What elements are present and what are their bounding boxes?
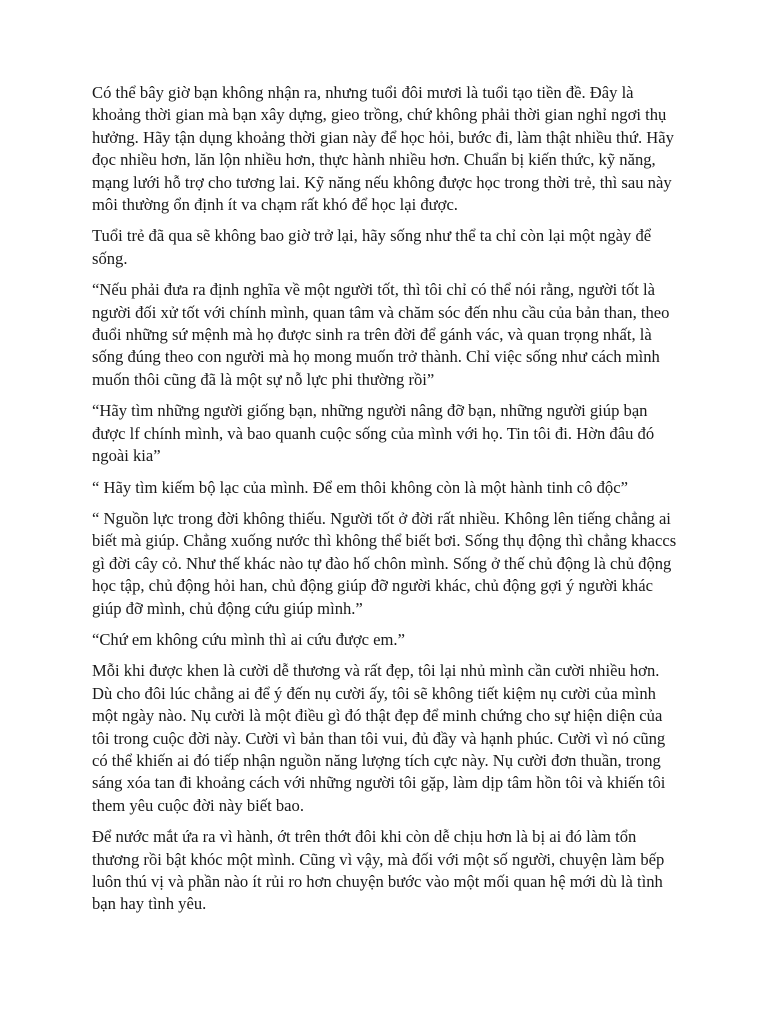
paragraph-4: “Hãy tìm những người giống bạn, những người nâng đỡ bạn, những người giúp bạn được lf chính mình, và bao quanh cuộc sống của mình với họ. Tin tôi đi. Hờn đâu đó ngoài kia”: [92, 401, 655, 466]
paragraph-2: Tuổi trẻ đã qua sẽ không bao giờ trở lại, hãy sống như thể ta chỉ còn lại một ngày để sống.: [92, 226, 652, 268]
paragraph-3: “Nếu phải đưa ra định nghĩa về một người tốt, thì tôi chỉ có thể nói rằng, người tốt là người đối xử tốt với chính mình, quan tâm và chăm sóc đến nhu cầu của bản than, theo đuổi những sứ mệnh mà họ được sinh ra trên đời để gánh vác, và quan trọng nhất, là sống đúng theo con người mà họ mong muốn trở thành. Chỉ việc sống như cách mình muốn thôi cũng đã là một sự nỗ lực phi thường rồi”: [92, 280, 670, 389]
paragraph-6: “ Nguồn lực trong đời không thiếu. Người tốt ở đời rất nhiều. Không lên tiếng chẳng ai biết mà giúp. Chẳng xuống nước thì không thể biết bơi. Sống thụ động thì chẳng khaccs gì đời cây cỏ. Như thế khác nào tự đào hố chôn mình. Sống ở thế chủ động là chủ động học tập, chủ động hỏi han, chủ động giúp đỡ người khác, chủ động gợi ý người khác giúp đỡ mình, chủ động cứu giúp mình.”: [92, 508, 677, 618]
paragraph-7: “Chứ em không cứu mình thì ai cứu được em.”: [92, 629, 405, 649]
paragraph-5: “ Hãy tìm kiếm bộ lạc của mình. Để em thôi không còn là một hành tinh cô độc”: [92, 477, 628, 497]
paragraph-8: Mỗi khi được khen là cười dễ thương và rất đẹp, tôi lại nhủ mình cần cười nhiều hơn. Dù cho đôi lúc chẳng ai để ý đến nụ cười ấy, tôi sẽ không tiết kiệm nụ cười của mình một ngày nào. Nụ cười là một điều gì đó thật đẹp để minh chứng cho sự hiện diện của tôi trong cuộc đời này. Cười vì bản than tôi vui, đủ đầy và hạnh phúc. Cười vì nó cũng có thể khiến ai đó tiếp nhận nguồn năng lượng tích cực này. Nụ cười đơn thuần, trong sáng xóa tan đi khoảng cách với những người tôi gặp, làm dịp tâm hồn tôi và khiến tôi them yêu cuộc đời này biết bao.: [92, 661, 666, 815]
text-body: [92, 82, 682, 925]
paragraph-9: Để nước mắt ứa ra vì hành, ớt trên thớt đôi khi còn dễ chịu hơn là bị ai đó làm tổn thương rồi bật khóc một mình. Cũng vì vậy, mà đối với một số người, chuyện làm bếp luôn thú vị và phần nào ít rủi ro hơn chuyện bước vào một mối quan hệ mới dù là tình bạn hay tình yêu.: [92, 827, 665, 914]
paragraph-1: Có thể bây giờ bạn không nhận ra, nhưng tuổi đôi mươi là tuổi tạo tiền đề. Đây là khoảng thời gian mà bạn xây dựng, gieo trồng, chứ không phải thời gian nghỉ ngơi thụ hưởng. Hãy tận dụng khoảng thời gian này để học hỏi, bước đi, làm thật nhiều thứ. Hãy đọc nhiều hơn, lăn lộn nhiều hơn, thực hành nhiều hơn. Chuẩn bị kiến thức, kỹ năng, mạng lưới hỗ trợ cho tương lai. Kỹ năng nếu không được học trong thời trẻ, thì sau này môi thường ổn định ít va chạm rất khó để học lại được.: [92, 83, 674, 215]
